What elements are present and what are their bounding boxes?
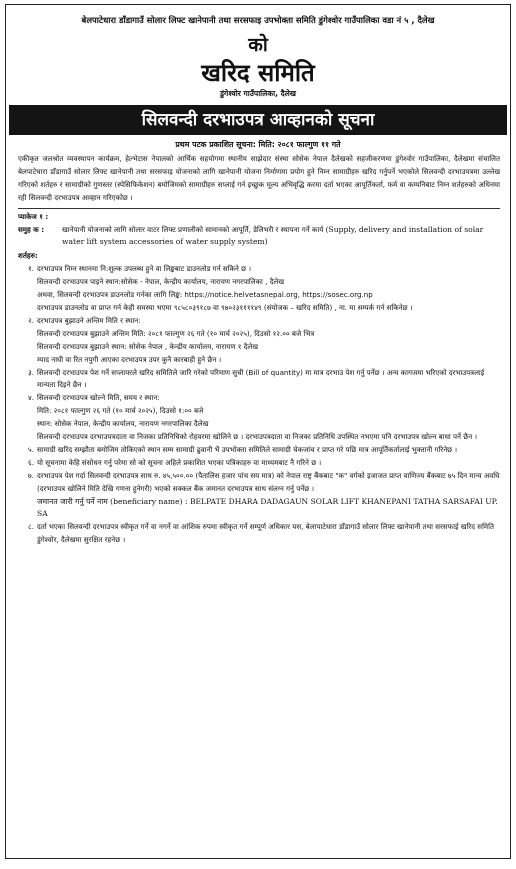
term-body bbox=[37, 367, 500, 393]
group-description bbox=[62, 224, 500, 250]
download-link-line[interactable]: अथवा, सिलवन्दी दरभाउपत्र डाउनलोड गर्नका लागि लिङ्क: https://notice.helvetasnepal.org, https://sosec.org.np bbox=[37, 290, 373, 300]
term-body bbox=[37, 457, 500, 470]
term-body bbox=[37, 470, 500, 522]
intro-paragraph: एकीकृत जलश्रोत व्यवस्थापन कार्यक्रम, हेल्भेटास नेपालको आर्थिक सहयोगमा स्थानीय साझेदार संस्था सोसेक नेपाल दैलेखको सहजीकरणमा डुंगेश्वोर गाउँपालिका, दैलेखमा संचालित बेलपाटेधारा डाँडागाउँ सोलार लिफ्ट खानेपानी तथा सरसफाइ योजनाको लागि खानेपानी योजना निर्माणमा प्रयोग हुने निम्न सामाग्रीहरु खरिद गर्नुपर्ने भएकोले सिलवन्दी दरभाउपत्रमा उल्लेख गरिएको शर्तहरु र सामाग्रीको गुणस्तर (स्पेसिफिकेशन) बमोजिमको सामाग्रीहरु सप्लाई गर्न इच्छुक मूल्य अभिवृद्धि करमा दर्ता भएका आपूर्तिकर्ता, फर्म वा कम्पनिबाट निम्न शर्तहरुको अधिनमा रही सिलवन्दी दरभाउपत्र आव्हान गरिएकोछ । bbox=[18, 154, 500, 202]
term-number: ३. bbox=[28, 367, 34, 377]
term-number: ४. bbox=[28, 393, 34, 403]
committee-title: खरिद समिति bbox=[201, 59, 315, 87]
term-line: सामाग्री खरिद सम्झौता बमोजिम तोकिएको स्थान सम्म सामाग्री ढुवानी भै उपभोक्ता समितिले सामाग्री चेकजांच र प्राप्त गरे पछि मात्र आपूर्तिकर्तालाई भुक्तानी गरिनेछ । bbox=[37, 444, 458, 454]
term-item bbox=[18, 457, 500, 470]
first-publication-date: प्रथम पटक प्रकाशित सूचना: मिति: २०८१ फाल्गुण ११ गते bbox=[175, 140, 341, 149]
term-item bbox=[18, 470, 500, 522]
term-line: सिलवन्दी दरभाउपत्र खोल्ने मिति, समय र स्थान: bbox=[37, 393, 160, 403]
notice-banner: सिलवन्दी दरभाउपत्र आव्हानको सूचना bbox=[9, 105, 507, 135]
term-item bbox=[18, 521, 500, 547]
term-body bbox=[37, 392, 500, 444]
term-line: दरभाउपत्र निम्न स्थानमा नि:शुल्क उपलब्ध हुने वा लिङ्कबाट डाउनलोड गर्न सकिने छ । bbox=[37, 264, 252, 274]
term-line: सिलवन्दी दरभाउपत्र दरभाउपत्रदाता वा निजका प्रतिनिधिको रोहवरमा खोलिने छ । दरभाउपत्रदाता वा निजका प्रतिनिधि उपस्थित नभएमा पनि दरभाउपत्र खोल्न बाधा पर्ने छैन । bbox=[37, 432, 478, 442]
term-body bbox=[37, 315, 500, 367]
term-line: सिलवन्दी दरभाउपत्र पाइने स्थान:सोसेक - नेपाल, केन्द्रीय कार्यालय, नारायण नगरपालिका , दैलेख bbox=[37, 277, 285, 287]
term-line: सिलवन्दी दरभाउपत्र पेश गर्ने सप्लायरले खरिद समितिले जारि गरेको परिमाण सुची (Bill of quantity) मा मात्र दरभाउ पेश गर्नु पर्नेछ । अन्य कागजमा भरिएको दरभाउपत्रलाई मान्यता दिइने छैन । bbox=[37, 367, 485, 390]
term-number: ७. bbox=[28, 470, 34, 480]
submission-place: सिलवन्दी दरभाउपत्र बुझाउने स्थान: सोसेक नेपाल , केन्द्रीय कार्यालय, नारायण १ दैलेख bbox=[37, 341, 259, 351]
possessive-ko: को bbox=[248, 34, 268, 56]
term-item bbox=[18, 315, 500, 367]
notice-page bbox=[5, 4, 511, 859]
municipality-name: डुंगेश्वोर गाउँपालिका, दैलेख bbox=[219, 89, 297, 98]
term-body bbox=[37, 263, 500, 315]
term-number: २. bbox=[28, 315, 34, 325]
organization-name: बेलपाटेधारा डाँडागाउँ सोलार लिफ्ट खानेपानी तथा सरसफाइ उपभोक्ता समिति डुंगेश्वोर गाउँपालिका वडा नं ५ , दैलेख bbox=[81, 15, 435, 25]
contact-line: दरभाउपत्र डाउनलोड वा प्राप्त गर्न केही समस्या भएमा ९८५८०३९१८७ वा ९७०२३११११४९ (संयोजक – खरिद समिति) , ना. मा सम्पर्क गर्न सकिनेछ । bbox=[37, 302, 413, 312]
group-text-nepali: खानेपानी योजनाको लागि सोलार वाटर लिफ्ट प्रणालीको सामानको आपूर्ति, डेलिभरी र स्थापना गर्ने कार्य bbox=[62, 224, 324, 234]
term-line: यो सूचनामा केहि संसोधन गर्नु परेमा सो को सूचना अहिले प्रकाशित भएका पत्रिकाहरु वा माध्यमबाट नै गरिने छ । bbox=[37, 457, 322, 467]
bank-guarantee-text: दरभाउपत्र पेश गर्दा सिलवन्दी दरभाउपत्र साथ रु. ४५,५००.०० (पैतालिस हजार पांच सय मात्र) को नेपाल राष्ट्र बैंकबाट "क" वर्गको इजाजत प्राप्त वाणिज्य बैंकबाट ७५ दिन मान्य अवधि (दरभाउपत्र खोलिने मिति देखि गणना हुनेगरी) भएको सक्कल बैंक जमानत दरभाउपत्र साथ संलग्न गर्नु पर्नेछ । bbox=[37, 470, 500, 493]
notice-body bbox=[6, 153, 510, 547]
group-text-english: (Supply, delivery and installation of solar water lift system accessories of water supply system) bbox=[62, 224, 484, 247]
term-number: ६. bbox=[28, 457, 34, 467]
term-item bbox=[18, 263, 500, 315]
term-number: ५. bbox=[28, 444, 34, 454]
group-row bbox=[18, 224, 500, 250]
term-number: ८. bbox=[28, 522, 34, 532]
term-item bbox=[18, 444, 500, 457]
term-line: दर्ता भएका सिलवन्दी दरभाउपत्र स्वीकृत गर्ने वा नगर्ने वा आंशिक रुपमा स्वीकृत गर्ने सम्पूर्ण अधिकार यस, बेलापाटेधारा डाँडागाउँ सोलार लिफ्ट खानेपानी तथा सरसफाई खरिद समिति डुंगेश्वोर, दैलेखमा सुरक्षित रहनेछ । bbox=[37, 522, 495, 545]
term-line: दरभाउपत्र बुझाउने अन्तिम मिति र स्थान: bbox=[37, 315, 141, 325]
term-item bbox=[18, 367, 500, 393]
term-body bbox=[37, 444, 500, 457]
term-line: म्याद नाघी वा रित नपुगी आएका दरभाउपत्र उपर कुनै कारबाही हुने छैन । bbox=[37, 354, 222, 364]
package-heading: प्याकेज १ : bbox=[18, 211, 49, 221]
terms-heading: शर्तहरु: bbox=[18, 251, 38, 261]
term-item bbox=[18, 392, 500, 444]
divider bbox=[18, 208, 500, 209]
term-body bbox=[37, 521, 500, 547]
opening-date: मिति: २०८१ फाल्गुण २६ गते (१० मार्च २०२५), दिउसो १:०० बजे bbox=[37, 406, 204, 416]
opening-place: स्थान: सोसेक नेपाल, केन्द्रीय कार्यालय, नारायण नगरपालिका दैलेख bbox=[37, 419, 209, 429]
terms-list bbox=[18, 263, 500, 547]
beneficiary-name: जमानत जारी गर्नु पर्ने नाम (beneficiary name) : BELPATE DHARA DADAGAUN SOLAR LIFT KHANEPANI TATHA SARSAFAI UP. SA bbox=[37, 496, 498, 519]
submission-deadline: सिलवन्दी दरभाउपत्र बुझाउने अन्तिम मिति: २०८१ फाल्गुण २६ गते (१० मार्च २०२५), दिउसो १२.०० बजे भित्र bbox=[37, 328, 315, 338]
term-number: १. bbox=[28, 264, 34, 274]
group-label: समुह क : bbox=[18, 224, 45, 234]
